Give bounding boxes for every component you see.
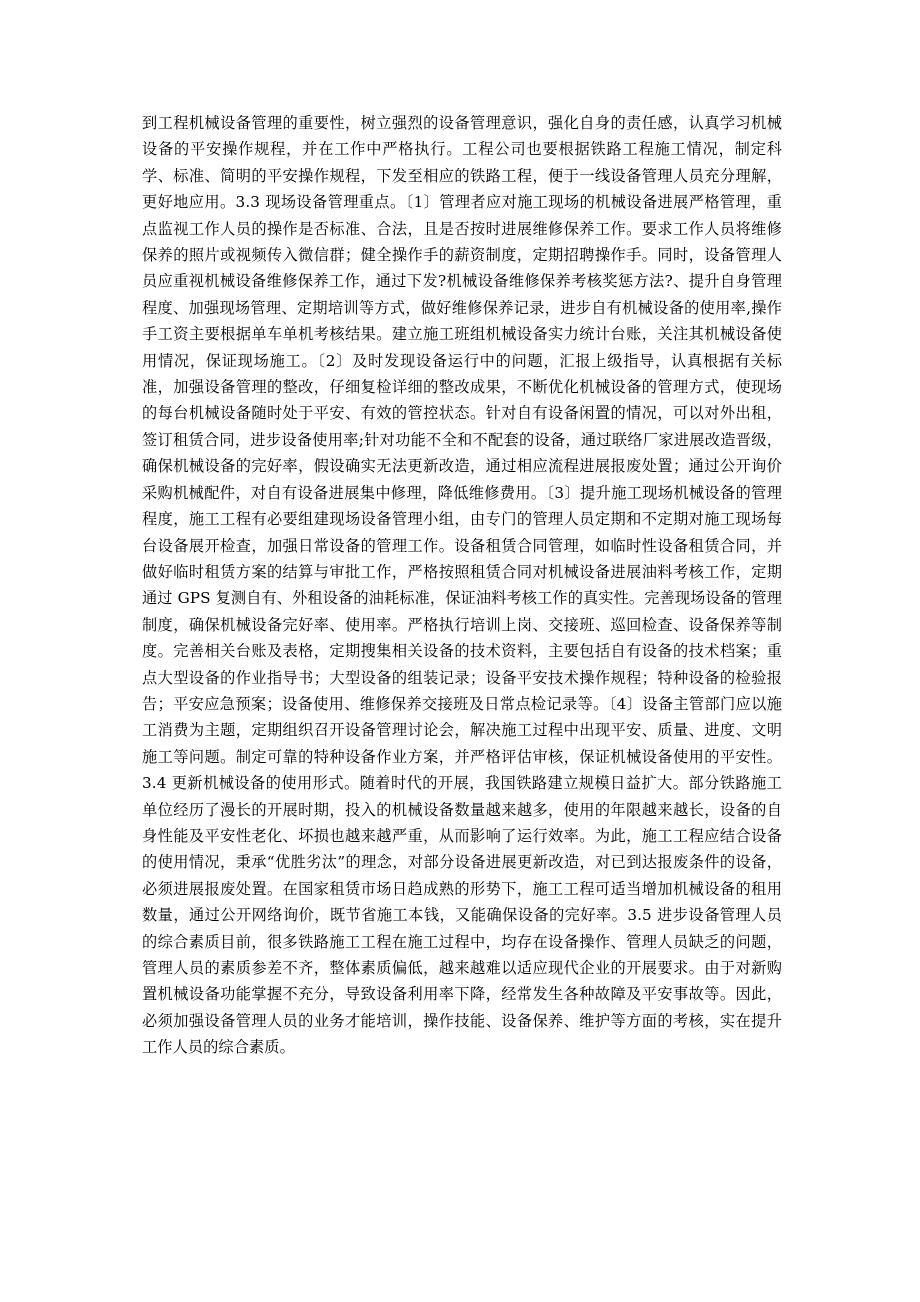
document-page	[142, 110, 782, 1061]
body-paragraph: 到工程机械设备管理的重要性，树立强烈的设备管理意识，强化自身的责任感，认真学习机械设备的平安操作规程，并在工作中严格执行。工程公司也要根据铁路工程施工情况，制定科学、标准、简明的平安操作规程，下发至相应的铁路工程，便于一线设备管理人员充分理解，更好地应用。3.3 现场设备管理重点。〔1〕管理者应对施工现场的机械设备进展严格管理，重点监视工作人员的操作是否标准、合法，且是否按时进展维修保养工作。要求工作人员将维修保养的照片或视频传入微信群；健全操作手的薪资制度，定期招聘操作手。同时，设备管理人员应重视机械设备维修保养工作，通过下发?机械设备维修保养考核奖惩方法?、提升自身管理程度、加强现场管理、定期培训等方式，做好维修保养记录，进步自有机械设备的使用率,操作手工资主要根据单车单机考核结果。建立施工班组机械设备实力统计台账，关注其机械设备使用情况，保证现场施工。〔2〕及时发现设备运行中的问题，汇报上级指导，认真根据有关标准，加强设备管理的整改，仔细复检详细的整改成果，不断优化机械设备的管理方式，使现场的每台机械设备随时处于平安、有效的管控状态。针对自有设备闲置的情况，可以对外出租，签订租赁合同，进步设备使用率;针对功能不全和不配套的设备，通过联络厂家进展改造晋级，确保机械设备的完好率，假设确实无法更新改造，通过相应流程进展报废处置；通过公开询价采购机械配件，对自有设备进展集中修理，降低维修费用。〔3〕提升施工现场机械设备的管理程度，施工工程有必要组建现场设备管理小组，由专门的管理人员定期和不定期对施工现场每台设备展开检查，加强日常设备的管理工作。设备租赁合同管理，如临时性设备租赁合同，并做好临时租赁方案的结算与审批工作，严格按照租赁合同对机械设备进展油料考核工作，定期通过 GPS 复测自有、外租设备的油耗标准，保证油料考核工作的真实性。完善现场设备的管理制度，确保机械设备完好率、使用率。严格执行培训上岗、交接班、巡回检查、设备保养等制度。完善相关台账及表格，定期搜集相关设备的技术资料，主要包括自有设备的技术档案；重点大型设备的作业指导书；大型设备的组装记录；设备平安技术操作规程；特种设备的检验报告；平安应急预案；设备使用、维修保养交接班及日常点检记录等。〔4〕设备主管部门应以施工消费为主题，定期组织召开设备管理讨论会，解决施工过程中出现平安、质量、进度、文明施工等问题。制定可靠的特种设备作业方案，并严格评估审核，保证机械设备使用的平安性。3.4 更新机械设备的使用形式。随着时代的开展，我国铁路建立规模日益扩大。部分铁路施工单位经历了漫长的开展时期，投入的机械设备数量越来越多，使用的年限越来越长，设备的自身性能及平安性老化、坏损也越来越严重，从而影响了运行效率。为此，施工工程应结合设备的使用情况，秉承“优胜劣汰”的理念，对部分设备进展更新改造，对已到达报废条件的设备，必须进展报废处置。在国家租赁市场日趋成熟的形势下，施工工程可适当增加机械设备的租用数量，通过公开网络询价，既节省施工本钱，又能确保设备的完好率。3.5 进步设备管理人员的综合素质目前，很多铁路施工工程在施工过程中，均存在设备操作、管理人员缺乏的问题，管理人员的素质参差不齐，整体素质偏低，越来越难以适应现代企业的开展要求。由于对新购置机械设备功能掌握不充分，导致设备利用率下降，经常发生各种故障及平安事故等。因此，必须加强设备管理人员的业务才能培训，操作技能、设备保养、维护等方面的考核，实在提升工作人员的综合素质。	[142, 114, 782, 1057]
